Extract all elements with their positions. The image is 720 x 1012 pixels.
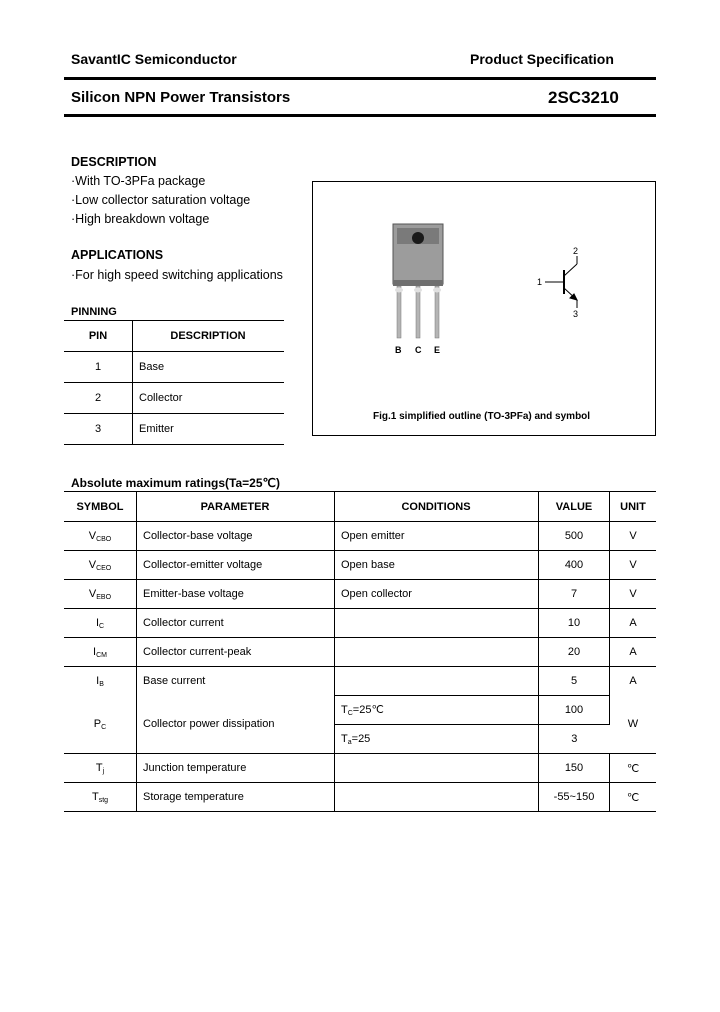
lead-base <box>397 286 401 338</box>
conditions-cell <box>335 638 539 667</box>
unit-cell: W <box>610 696 657 754</box>
value-cell: 500 <box>539 522 610 551</box>
unit-cell: A <box>610 638 657 667</box>
description-item: ·Low collector saturation voltage <box>71 193 251 207</box>
parameter-cell: Collector current <box>137 609 335 638</box>
value-cell: 3 <box>539 725 610 754</box>
table-row <box>64 638 656 667</box>
conditions-cell: $T_a=25$ <box>335 725 539 754</box>
value-cell: 100 <box>539 696 610 725</box>
value-cell: 5 <box>539 667 610 696</box>
unit-cell: A <box>610 609 657 638</box>
parameter-cell: Collector power dissipation <box>137 696 335 754</box>
doc-type: Product Specification <box>470 51 614 67</box>
pin-desc-header: DESCRIPTION <box>133 321 285 352</box>
unit-cell: ℃ <box>610 754 657 783</box>
symbol-pin-3: 3 <box>573 309 579 319</box>
symbol-cell: $P_C$ <box>64 696 137 754</box>
package-outline-drawing <box>313 182 655 435</box>
applications-item: ·For high speed switching applications <box>71 268 283 282</box>
pinning-title: PINNING <box>71 306 117 318</box>
conditions-cell <box>335 754 539 783</box>
symbol-cell: $V_{CBO}$ <box>64 522 137 551</box>
table-row <box>64 783 656 812</box>
parameter-cell: Junction temperature <box>137 754 335 783</box>
lead-shine <box>414 288 422 293</box>
table-row <box>64 522 656 551</box>
table-row <box>64 667 656 696</box>
unit-cell: V <box>610 551 657 580</box>
unit-cell: A <box>629 675 637 688</box>
conditions-cell: Open base <box>335 551 539 580</box>
pin-letter-c: C <box>415 345 422 355</box>
unit-cell: V <box>610 522 657 551</box>
pinning-table <box>64 320 284 445</box>
symbol-cell: $T_j$ <box>64 754 137 783</box>
pin-number: 1 <box>64 352 133 383</box>
conditions-cell <box>335 609 539 638</box>
conditions-cell: $T_C=25℃$ <box>335 696 539 725</box>
parameter-header: PARAMETER <box>137 492 335 522</box>
pin-row <box>64 414 284 445</box>
parameter-cell: Base current <box>137 667 335 696</box>
unit-cell: V <box>610 580 657 609</box>
symbol-cell: $I_C$ <box>64 609 137 638</box>
table-row <box>64 754 656 783</box>
figure-caption: Fig.1 simplified outline (TO-3PFa) and symbol <box>373 411 591 422</box>
value-header: VALUE <box>539 492 610 522</box>
mounting-hole <box>412 232 424 244</box>
header-rule-top <box>64 77 656 80</box>
npn-transistor-symbol <box>545 256 577 308</box>
value-cell: -55~150 <box>539 783 610 812</box>
symbol-cell: $I_{CM}$ <box>64 638 137 667</box>
conditions-cell: Open collector <box>335 580 539 609</box>
package-base <box>393 280 443 286</box>
description-item: ·High breakdown voltage <box>71 212 210 226</box>
description-item: ·With TO-3PFa package <box>71 174 206 188</box>
symbol-pin-1: 1 <box>537 277 543 287</box>
header-rule-bottom <box>64 114 656 117</box>
pin-number: 3 <box>64 414 133 445</box>
parameter-cell: Emitter-base voltage <box>137 580 335 609</box>
conditions-header: CONDITIONS <box>335 492 539 522</box>
lead-collector <box>416 286 420 338</box>
company-name: SavantIC Semiconductor <box>71 51 237 67</box>
ratings-table <box>64 491 656 812</box>
pin-description: Base <box>133 352 285 383</box>
symbol-pin-2: 2 <box>573 246 579 256</box>
description-title: DESCRIPTION <box>71 155 157 169</box>
parameter-cell: Collector current-peak <box>137 638 335 667</box>
table-row <box>64 551 656 580</box>
lead-shine <box>395 288 403 293</box>
figure-box <box>312 181 656 436</box>
unit-cell: ℃ <box>610 783 657 812</box>
table-row <box>64 580 656 609</box>
pin-row <box>64 383 284 414</box>
table-row <box>64 696 656 725</box>
conditions-cell <box>335 667 539 696</box>
pin-letter-b: B <box>395 345 402 355</box>
table-row <box>64 609 656 638</box>
parameter-cell: Collector-base voltage <box>137 522 335 551</box>
conditions-cell <box>335 783 539 812</box>
applications-title: APPLICATIONS <box>71 248 164 262</box>
value-cell: 10 <box>539 609 610 638</box>
value-cell: 7 <box>539 580 610 609</box>
part-number: 2SC3210 <box>548 88 619 107</box>
parameter-cell: Storage temperature <box>137 783 335 812</box>
symbol-cell: $V_{EBO}$ <box>64 580 137 609</box>
pin-letter-e: E <box>434 345 441 355</box>
unit-header: UNIT <box>610 492 657 522</box>
pin-description: Emitter <box>133 414 285 445</box>
symbol-cell: $V_{CEO}$ <box>64 551 137 580</box>
symbol-header: SYMBOL <box>64 492 137 522</box>
lead-emitter <box>435 286 439 338</box>
product-family: Silicon NPN Power Transistors <box>71 89 291 106</box>
parameter-cell: Collector-emitter voltage <box>137 551 335 580</box>
value-cell: 150 <box>539 754 610 783</box>
pin-row <box>64 352 284 383</box>
pin-description: Collector <box>133 383 285 414</box>
symbol-cell: $T_{stg}$ <box>64 783 137 812</box>
pin-header: PIN <box>64 321 133 352</box>
symbol-cell: $I_B$ <box>64 667 137 696</box>
conditions-cell: Open emitter <box>335 522 539 551</box>
lead-shine <box>433 288 441 293</box>
value-cell: 20 <box>539 638 610 667</box>
pin-number: 2 <box>64 383 133 414</box>
ratings-title: Absolute maximum ratings(Ta=25℃) <box>71 476 280 490</box>
value-cell: 400 <box>539 551 610 580</box>
